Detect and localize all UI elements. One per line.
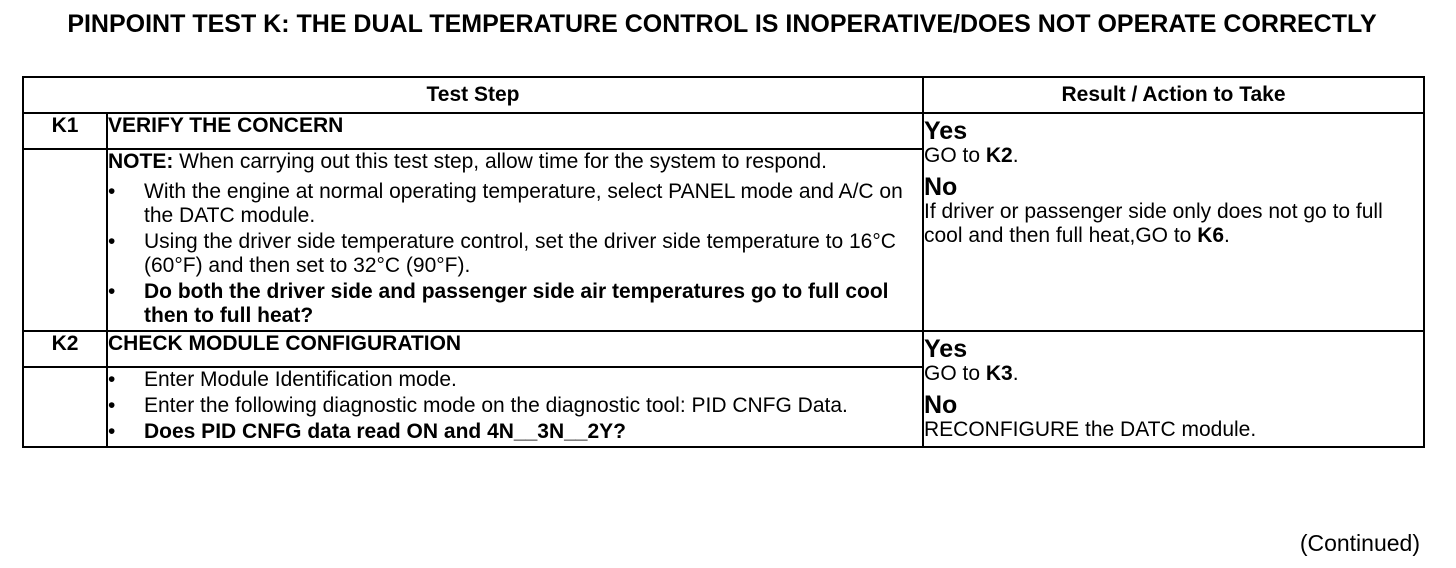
- step-k1-result: [923, 113, 1424, 331]
- list-item-text: Enter the following diagnostic mode on the diagnostic tool: PID CNFG Data.: [144, 394, 848, 417]
- yes-label: Yes: [924, 335, 968, 363]
- step-k1-bullet-list: [108, 180, 922, 328]
- no-target-link: K6: [1197, 224, 1225, 247]
- no-label: No: [924, 391, 958, 419]
- yes-action-suffix: .: [1012, 362, 1019, 385]
- step-k2-bullet-list: [108, 368, 922, 444]
- no-action-text: If driver or passenger side only does not go to full cool and then full heat,GO to: [924, 200, 1383, 247]
- table-header-row: [23, 77, 1424, 113]
- no-action: [924, 200, 1423, 248]
- bullet-icon: •: [108, 394, 116, 417]
- step-k2-result: [923, 331, 1424, 447]
- step-k1-body: [107, 149, 923, 331]
- list-item-question: Do both the driver side and passenger side air temperatures go to full cool then to full heat?: [144, 280, 889, 327]
- bullet-icon: •: [108, 368, 116, 391]
- list-item: [108, 280, 922, 328]
- bullet-icon: •: [108, 230, 116, 253]
- column-header-result: Result / Action to Take: [923, 77, 1424, 113]
- step-id: K2: [23, 331, 107, 367]
- yes-action: [924, 362, 1423, 386]
- step-k1-header-row: [23, 113, 1424, 149]
- list-item: [108, 180, 922, 228]
- continued-label: (Continued): [1299, 530, 1420, 556]
- step-id-blank-cell: [23, 367, 107, 447]
- list-item-question: Does PID CNFG data read ON and 4N__3N__2Y?: [144, 420, 626, 443]
- note-label: NOTE:: [108, 150, 174, 173]
- step-id: K1: [23, 113, 107, 149]
- list-item-text: With the engine at normal operating temperature, select PANEL mode and A/C on the DATC module.: [144, 180, 903, 227]
- yes-target-link: K2: [985, 144, 1013, 167]
- list-item: [108, 394, 922, 418]
- no-label: No: [924, 173, 958, 201]
- bullet-icon: •: [108, 180, 116, 203]
- yes-action: [924, 144, 1423, 168]
- step-id-blank-cell: [23, 149, 107, 331]
- step-name: VERIFY THE CONCERN: [107, 113, 923, 149]
- no-action-text: RECONFIGURE the DATC module.: [924, 418, 1257, 441]
- column-header-test-step: Test Step: [23, 77, 923, 113]
- step-k2-header-row: [23, 331, 1424, 367]
- yes-action-text: GO to: [924, 362, 986, 385]
- list-item-text: Enter Module Identification mode.: [144, 368, 457, 391]
- yes-label: Yes: [924, 117, 968, 145]
- pinpoint-test-table: [22, 76, 1425, 448]
- note-text: When carrying out this test step, allow time for the system to respond.: [173, 150, 827, 173]
- step-k2-body: [107, 367, 923, 447]
- list-item-text: Using the driver side temperature control, set the driver side temperature to 16°C (60°F) and then set to 32°C (90°F).: [144, 230, 896, 277]
- yes-action-suffix: .: [1012, 144, 1019, 167]
- note: [108, 150, 922, 174]
- step-name: CHECK MODULE CONFIGURATION: [107, 331, 923, 367]
- no-action-suffix: .: [1224, 224, 1230, 247]
- bullet-icon: •: [108, 280, 116, 303]
- bullet-icon: •: [108, 420, 116, 443]
- list-item: [108, 368, 922, 392]
- page-title: PINPOINT TEST K: THE DUAL TEMPERATURE CONTROL IS INOPERATIVE/DOES NOT OPERATE CORRECTLY: [67, 10, 1377, 38]
- yes-target-link: K3: [985, 362, 1013, 385]
- yes-action-text: GO to: [924, 144, 986, 167]
- list-item: [108, 230, 922, 278]
- list-item: [108, 420, 922, 444]
